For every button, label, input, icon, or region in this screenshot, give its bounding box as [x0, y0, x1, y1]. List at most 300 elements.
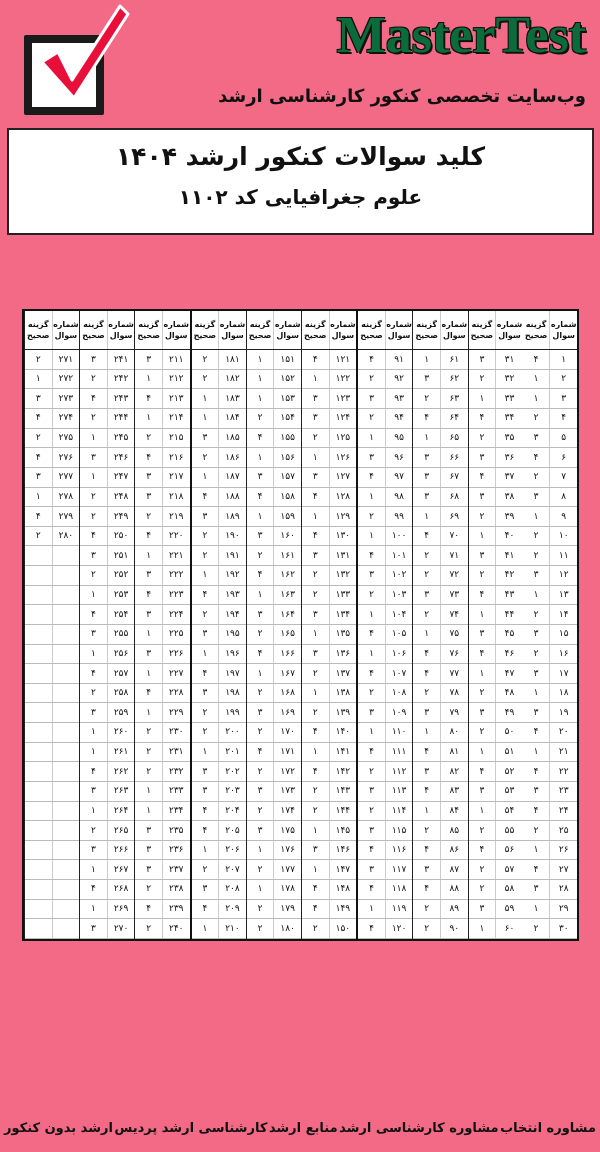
table-row	[80, 802, 134, 822]
correct-option: ۳	[533, 668, 539, 679]
question-number: ۳۸	[495, 488, 523, 507]
answer-key-groups	[24, 311, 577, 939]
correct-option: ۱	[533, 904, 539, 915]
correct-option: ۴	[146, 590, 152, 601]
question-number: ۹۵	[385, 429, 413, 448]
table-row	[523, 566, 577, 586]
question-number	[52, 802, 80, 821]
question-number: ۱۷۵	[273, 821, 301, 840]
question-number: ۱۶۲	[273, 566, 301, 585]
correct-option: ۳	[369, 825, 374, 836]
correct-option: ۴	[202, 825, 208, 836]
correct-option: ۳	[312, 393, 318, 404]
table-row	[80, 389, 134, 409]
brand-logo-text[interactable]: MasterTest	[336, 7, 586, 64]
table-row	[469, 841, 523, 861]
correct-option: ۳	[479, 786, 485, 797]
table-row	[358, 821, 412, 841]
question-number: ۱۵۶	[273, 448, 301, 467]
question-number: ۲۵۴	[107, 605, 135, 624]
question-number: ۲۱۶	[162, 448, 190, 467]
question-number: ۶۲	[440, 370, 468, 389]
correct-option: ۳	[424, 452, 430, 463]
footer-nav	[0, 1104, 600, 1152]
table-row	[358, 350, 412, 370]
question-number: ۵۵	[495, 821, 523, 840]
question-number: ۱۹۶	[218, 645, 246, 664]
table-row	[25, 389, 79, 409]
correct-option: ۳	[91, 550, 96, 561]
correct-option: ۲	[202, 374, 208, 385]
question-number: ۲۵۷	[107, 664, 135, 683]
table-row	[25, 605, 79, 625]
question-number: ۲۲۳	[162, 586, 190, 605]
correct-option: ۲	[312, 433, 318, 444]
question-number: ۵	[549, 429, 577, 448]
question-number: ۱۵۹	[273, 507, 301, 526]
correct-option: ۳	[146, 648, 152, 659]
correct-option: ۱	[146, 668, 152, 679]
question-number: ۱۸۸	[218, 488, 246, 507]
correct-option: ۴	[533, 766, 539, 777]
question-number	[52, 782, 80, 801]
table-row	[192, 664, 246, 684]
page-subtitle: علوم جغرافیایی کد ۱۱۰۲	[178, 185, 423, 209]
question-number: ۱۶۳	[273, 586, 301, 605]
table-row	[358, 507, 412, 527]
table-row	[192, 880, 246, 900]
question-number: ۷۹	[440, 703, 468, 722]
table-row	[80, 860, 134, 880]
question-number: ۱۳۲	[329, 566, 357, 585]
correct-option: ۲	[202, 864, 208, 875]
table-row	[247, 586, 301, 606]
correct-option: ۴	[479, 766, 485, 777]
question-number: ۱۴۰	[329, 723, 357, 742]
question-number: ۲۷۵	[52, 429, 80, 448]
column-header-question: شماره سوال	[385, 311, 413, 349]
table-row	[80, 468, 134, 488]
correct-option: ۲	[146, 511, 152, 522]
footer-link-resources[interactable]: منابع ارشد	[268, 1120, 338, 1136]
table-row	[192, 468, 246, 488]
question-number: ۳۹	[495, 507, 523, 526]
table-row	[25, 625, 79, 645]
table-row	[80, 919, 134, 939]
question-number: ۱۳۷	[329, 664, 357, 683]
question-number: ۱۱	[549, 546, 577, 565]
table-row	[523, 684, 577, 704]
table-row	[135, 664, 189, 684]
question-number: ۷۴	[440, 605, 468, 624]
correct-option: ۲	[479, 374, 485, 385]
question-number: ۲۲	[549, 762, 577, 781]
table-row	[192, 350, 246, 370]
table-row	[80, 409, 134, 429]
correct-option: ۱	[257, 845, 263, 856]
correct-option: ۴	[369, 845, 374, 856]
question-number: ۱۴۹	[329, 900, 357, 919]
question-number: ۲۴۸	[107, 488, 135, 507]
table-row	[469, 723, 523, 743]
correct-option: ۴	[257, 491, 263, 502]
correct-option: ۱	[533, 590, 539, 601]
answer-group-header	[135, 311, 189, 350]
answer-group	[468, 311, 523, 939]
correct-option: ۴	[91, 884, 96, 895]
question-number: ۴۷	[495, 664, 523, 683]
table-row	[135, 860, 189, 880]
table-row	[192, 860, 246, 880]
correct-option: ۲	[424, 688, 430, 699]
question-number	[52, 743, 80, 762]
correct-option	[25, 880, 52, 899]
table-row	[135, 409, 189, 429]
correct-option: ۴	[369, 884, 374, 895]
table-row	[247, 664, 301, 684]
table-row	[192, 389, 246, 409]
table-row	[302, 762, 356, 782]
question-number: ۹۰	[440, 919, 468, 938]
correct-option: ۴	[479, 472, 485, 483]
correct-option: ۲	[369, 688, 374, 699]
question-number: ۲۷۱	[52, 350, 80, 369]
correct-option: ۴	[146, 688, 152, 699]
question-number: ۲۴۹	[107, 507, 135, 526]
correct-option: ۱	[369, 491, 374, 502]
question-number: ۹	[549, 507, 577, 526]
table-row	[135, 880, 189, 900]
table-row	[25, 350, 79, 370]
question-number: ۱۷۲	[273, 762, 301, 781]
correct-option	[25, 605, 52, 624]
question-number: ۲۷۰	[107, 919, 135, 938]
table-row	[413, 507, 467, 527]
correct-option: ۴	[369, 472, 374, 483]
question-number: ۵۹	[495, 900, 523, 919]
correct-option	[25, 900, 52, 919]
question-number: ۱۵۵	[273, 429, 301, 448]
question-number: ۲۳۴	[162, 802, 190, 821]
question-number: ۲۸	[549, 880, 577, 899]
table-row	[469, 488, 523, 508]
table-row	[25, 684, 79, 704]
table-row	[469, 507, 523, 527]
question-number: ۱۸۴	[218, 409, 246, 428]
correct-option	[25, 821, 52, 840]
correct-option: ۱	[91, 727, 96, 738]
correct-option: ۱	[257, 374, 263, 385]
question-number: ۱۸۶	[218, 448, 246, 467]
table-row	[80, 527, 134, 547]
question-number: ۲۱۰	[218, 919, 246, 938]
question-number: ۲۶۸	[107, 880, 135, 899]
table-row	[302, 370, 356, 390]
table-row	[358, 841, 412, 861]
question-number: ۶۰	[495, 919, 523, 938]
table-row	[25, 782, 79, 802]
question-number: ۲۲۱	[162, 546, 190, 565]
table-row	[135, 821, 189, 841]
correct-option: ۴	[257, 570, 263, 581]
table-row	[523, 762, 577, 782]
correct-option: ۳	[91, 452, 96, 463]
question-number: ۱۰۳	[385, 586, 413, 605]
correct-option: ۱	[533, 747, 539, 758]
correct-option: ۱	[202, 747, 208, 758]
correct-option: ۳	[257, 472, 263, 483]
question-number: ۱۲۷	[329, 468, 357, 487]
table-row	[247, 605, 301, 625]
correct-option: ۲	[533, 550, 539, 561]
question-number: ۱۶۹	[273, 703, 301, 722]
table-row	[469, 664, 523, 684]
question-number: ۹۳	[385, 389, 413, 408]
question-number: ۴۴	[495, 605, 523, 624]
question-number: ۲۹	[549, 900, 577, 919]
table-row	[358, 743, 412, 763]
table-row	[358, 703, 412, 723]
correct-option: ۳	[369, 452, 374, 463]
table-row	[523, 703, 577, 723]
table-row	[358, 370, 412, 390]
question-number: ۹۸	[385, 488, 413, 507]
correct-option: ۳	[146, 825, 152, 836]
table-row	[25, 900, 79, 920]
table-row	[80, 507, 134, 527]
table-row	[192, 527, 246, 547]
question-number	[52, 546, 80, 565]
table-row	[247, 821, 301, 841]
table-row	[192, 409, 246, 429]
table-row	[523, 625, 577, 645]
correct-option: ۲	[424, 570, 430, 581]
table-row	[358, 448, 412, 468]
answer-group	[134, 311, 189, 939]
table-row	[358, 860, 412, 880]
question-number: ۶۷	[440, 468, 468, 487]
correct-option: ۳	[312, 472, 318, 483]
question-number: ۱۲۹	[329, 507, 357, 526]
question-number: ۲۶۱	[107, 743, 135, 762]
correct-option: ۳	[479, 491, 485, 502]
question-number: ۱۶۱	[273, 546, 301, 565]
table-row	[80, 370, 134, 390]
correct-option: ۱	[479, 609, 485, 620]
correct-option: ۳	[479, 550, 485, 561]
table-row	[302, 625, 356, 645]
question-number: ۱۹۹	[218, 703, 246, 722]
question-number: ۸۸	[440, 880, 468, 899]
correct-option: ۲	[146, 923, 152, 934]
correct-option: ۱	[533, 688, 539, 699]
correct-option	[25, 802, 52, 821]
question-number	[52, 821, 80, 840]
correct-option: ۳	[146, 845, 152, 856]
correct-option: ۲	[35, 531, 41, 542]
table-row	[523, 527, 577, 547]
question-number: ۱۱۴	[385, 802, 413, 821]
table-row	[413, 468, 467, 488]
question-number: ۸۵	[440, 821, 468, 840]
footer-link-consulting[interactable]: مشاوره کارشناسی ارشد	[339, 1120, 499, 1136]
correct-option: ۱	[369, 648, 374, 659]
correct-option: ۴	[533, 727, 539, 738]
correct-option: ۲	[533, 609, 539, 620]
correct-option: ۴	[424, 747, 430, 758]
correct-option: ۲	[533, 923, 539, 934]
table-row	[358, 762, 412, 782]
correct-option: ۴	[35, 511, 41, 522]
column-header-answer: گزینه صحیح	[415, 320, 438, 341]
question-number: ۲۶۰	[107, 723, 135, 742]
correct-option: ۱	[202, 413, 208, 424]
table-row	[135, 802, 189, 822]
column-header-question: شماره سوال	[52, 311, 80, 349]
table-row	[413, 389, 467, 409]
table-row	[302, 409, 356, 429]
question-number: ۱۳۳	[329, 586, 357, 605]
correct-option: ۴	[369, 747, 374, 758]
question-number: ۱۱۵	[385, 821, 413, 840]
question-number: ۳۵	[495, 429, 523, 448]
table-row	[135, 762, 189, 782]
table-row	[358, 664, 412, 684]
question-number: ۱۷۶	[273, 841, 301, 860]
table-row	[302, 507, 356, 527]
correct-option: ۳	[312, 648, 318, 659]
question-number: ۲۷۳	[52, 389, 80, 408]
table-row	[80, 684, 134, 704]
table-row	[358, 605, 412, 625]
question-number: ۱۶۴	[273, 605, 301, 624]
question-number: ۱۷۴	[273, 802, 301, 821]
table-row	[80, 762, 134, 782]
question-number: ۶۴	[440, 409, 468, 428]
correct-option: ۲	[257, 904, 263, 915]
correct-option: ۴	[424, 648, 430, 659]
table-row	[469, 566, 523, 586]
correct-option: ۱	[424, 433, 430, 444]
answer-group-header	[25, 311, 79, 350]
question-number: ۲۶۵	[107, 821, 135, 840]
table-row	[80, 782, 134, 802]
table-row	[135, 429, 189, 449]
table-row	[413, 802, 467, 822]
correct-option: ۳	[146, 570, 152, 581]
correct-option: ۳	[257, 609, 263, 620]
question-number: ۵۰	[495, 723, 523, 742]
question-number: ۱۹۳	[218, 586, 246, 605]
footer-link-selection[interactable]: مشاوره انتخاب	[500, 1120, 596, 1136]
table-row	[192, 586, 246, 606]
table-row	[413, 821, 467, 841]
table-row	[247, 507, 301, 527]
table-row	[302, 782, 356, 802]
column-header-answer: گزینه صحیح	[470, 320, 494, 341]
correct-option: ۳	[424, 864, 430, 875]
table-row	[413, 586, 467, 606]
question-number: ۷۷	[440, 664, 468, 683]
table-row	[135, 507, 189, 527]
correct-option: ۱	[312, 452, 318, 463]
correct-option: ۲	[91, 688, 96, 699]
table-row	[25, 488, 79, 508]
correct-option	[25, 743, 52, 762]
table-row	[25, 919, 79, 939]
correct-option: ۴	[533, 452, 539, 463]
question-number: ۱۱۱	[385, 743, 413, 762]
table-row	[413, 900, 467, 920]
correct-option: ۴	[424, 786, 430, 797]
question-number: ۲۲۹	[162, 703, 190, 722]
question-number: ۲۳۷	[162, 860, 190, 879]
question-number: ۲۴۲	[107, 370, 135, 389]
table-row	[413, 625, 467, 645]
correct-option: ۴	[479, 648, 485, 659]
table-row	[80, 350, 134, 370]
correct-option: ۲	[479, 570, 485, 581]
correct-option: ۲	[202, 452, 208, 463]
question-number: ۱۸۰	[273, 919, 301, 938]
question-number: ۱۴۶	[329, 841, 357, 860]
correct-option: ۲	[479, 433, 485, 444]
question-number: ۱۹۴	[218, 605, 246, 624]
footer-link-no-exam[interactable]: ارشد بدون کنکور	[4, 1120, 113, 1136]
question-number: ۵۳	[495, 782, 523, 801]
page-title: کلید سوالات کنکور ارشد ۱۴۰۴	[115, 142, 486, 171]
correct-option: ۱	[91, 904, 96, 915]
question-number: ۱۸۳	[218, 389, 246, 408]
table-row	[358, 546, 412, 566]
correct-option: ۴	[369, 550, 374, 561]
question-number: ۱۴۸	[329, 880, 357, 899]
table-row	[192, 448, 246, 468]
correct-option: ۴	[202, 668, 208, 679]
question-number: ۱۸۱	[218, 350, 246, 369]
table-row	[413, 370, 467, 390]
table-row	[192, 782, 246, 802]
question-number: ۸۷	[440, 860, 468, 879]
table-row	[302, 900, 356, 920]
question-number: ۱۹۰	[218, 527, 246, 546]
table-row	[358, 684, 412, 704]
correct-option: ۱	[257, 354, 263, 365]
correct-option: ۲	[257, 805, 263, 816]
correct-option: ۱	[146, 707, 152, 718]
question-number: ۴۶	[495, 645, 523, 664]
question-number: ۲۳۸	[162, 880, 190, 899]
correct-option: ۳	[369, 393, 374, 404]
question-number: ۲۳	[549, 782, 577, 801]
correct-option: ۲	[424, 904, 430, 915]
correct-option: ۱	[533, 845, 539, 856]
correct-option: ۱	[202, 648, 208, 659]
table-row	[302, 880, 356, 900]
correct-option: ۲	[312, 923, 318, 934]
table-row	[192, 900, 246, 920]
table-row	[358, 782, 412, 802]
table-row	[469, 350, 523, 370]
question-number: ۷۶	[440, 645, 468, 664]
footer-link-pardis[interactable]: کارشناسی ارشد پردیس	[114, 1120, 268, 1136]
question-number	[52, 645, 80, 664]
correct-option: ۴	[35, 452, 41, 463]
question-number	[52, 900, 80, 919]
correct-option: ۱	[312, 629, 318, 640]
table-row	[523, 468, 577, 488]
table-row	[25, 762, 79, 782]
